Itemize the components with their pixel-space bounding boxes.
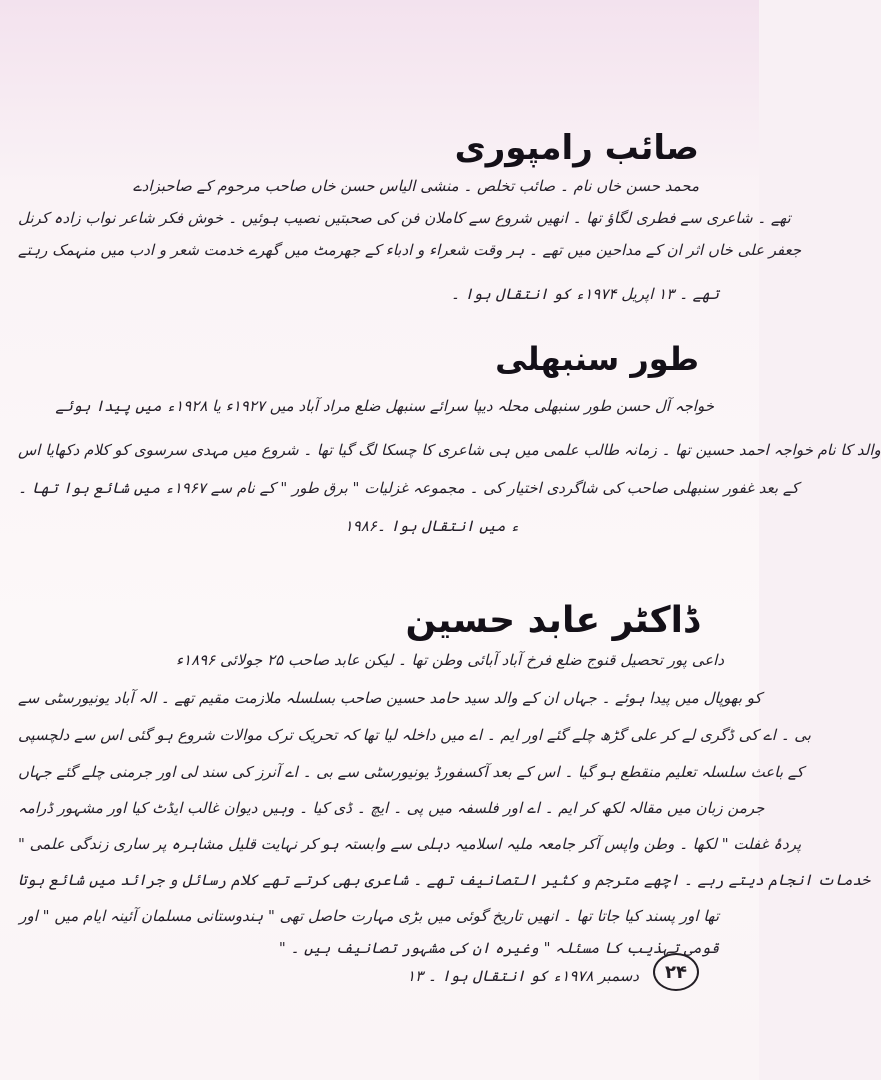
text-line: " قومی تہذیب کا مسئلہ " وغیرہ ان کی مشہور تصانیف ہیں ۔ bbox=[278, 939, 719, 957]
heading-dr-abid-husain: ڈاکٹر عابد حسین bbox=[405, 600, 699, 641]
text-line: تھے ۔ شاعری سے فطری لگاؤ تھا ۔ انھیں شروع سے کاملان فن کی صحبتیں نصیب ہوئیں ۔ خوش فکر شاعر نواب زادہ کرنل bbox=[18, 209, 791, 227]
text-line: جرمن زبان میں مقالہ لکھ کر ایم ۔ اے اور فلسفہ میں پی ۔ ایچ ۔ ڈی کیا ۔ وہیں دیوان غالب ایڈٹ کیا اور مشہور ڈرامہ bbox=[18, 799, 765, 817]
text-line: ۱۳ دسمبر ۱۹۷۸ء کو انتقال ہوا ۔ bbox=[407, 967, 639, 985]
text-line: خدمات انجام دیتے رہے ۔ اچھے مترجم و کثیر التصانیف تھے ۔ شاعری بھی کرتے تھے کلام رسائل و جرائد میں شائع ہوتا bbox=[18, 871, 870, 889]
heading-toor-sambhli: طور سنبھلی bbox=[495, 340, 699, 378]
text-line: کو بھوپال میں پیدا ہوئے ۔ جہاں ان کے والد سید حامد حسین صاحب بسلسلہ ملازمت مقیم تھے ۔ الہ آباد یونیورسٹی سے bbox=[18, 689, 762, 707]
text-line: کے باعث سلسلہ تعلیم منقطع ہو گیا ۔ اس کے بعد آکسفورڈ یونیورسٹی سے بی ۔ اے آنرز کی سند لی اور جرمنی چلے گئے جہاں bbox=[18, 763, 804, 781]
text-line: " پردۂ غفلت " لکھا ۔ وطن واپس آکر جامعہ ملیہ اسلامیہ دہلی سے وابستہ ہو کر نہایت قلیل مشاہرہ پر ساری زندگی علمی bbox=[18, 835, 802, 853]
text-line: ۱۹۸۶ء میں انتقال ہوا ۔ bbox=[344, 517, 519, 535]
heading-saib-rampuri: صائب رامپوری bbox=[454, 128, 699, 168]
text-line: بی ۔ اے کی ڈگری لے کر علی گڑھ چلے گئے اور ایم ۔ اے میں داخلہ لیا تھا کہ تحریک ترک موالات شروع ہو گئی اس سے دلچسپی bbox=[18, 726, 811, 744]
text-line: جعفر علی خاں اثر ان کے مداحین میں تھے ۔ ہر وقت شعراء و ادباء کے جھرمٹ میں گھرے خدمت شعر و ادب میں منہمک رہتے bbox=[18, 241, 802, 259]
page-number: ۲۴ bbox=[653, 953, 699, 991]
text-line: تھے ۔ ۱۳ اپریل ۱۹۷۴ء کو انتقال ہوا ۔ bbox=[450, 285, 719, 303]
text-line: محمد حسن خاں نام ۔ صائب تخلص ۔ منشی الیاس حسن خاں صاحب مرحوم کے صاحبزادے bbox=[132, 177, 699, 195]
text-line: داعی پور تحصیل قنوج ضلع فرخ آباد آبائی وطن تھا ۔ لیکن عابد صاحب ۲۵ جولائی ۱۸۹۶ء bbox=[175, 651, 724, 669]
text-line: خواجہ آل حسن طور سنبھلی محلہ دیپا سرائے سنبھل ضلع مراد آباد میں ۱۹۲۷ء یا ۱۹۲۸ء میں پیدا ہوئے bbox=[55, 397, 714, 415]
text-line: کے بعد غفور سنبھلی صاحب کی شاگردی اختیار کی ۔ مجموعہ غزلیات " برق طور " کے نام سے ۱۹۶۷ء میں شائع ہوا تھا ۔ bbox=[18, 479, 799, 497]
text-line: تھا اور پسند کیا جاتا تھا ۔ انھیں تاریخ گوئی میں بڑی مہارت حاصل تھی " ہندوستانی مسلمان آئینہ ایام میں " اور bbox=[19, 907, 719, 925]
text-line: والد کا نام خواجہ احمد حسین تھا ۔ زمانہ طالب علمی میں ہی شاعری کا چسکا لگ گیا تھا ۔ شروع میں مہدی سرسوی کو کلام دکھایا اس bbox=[18, 441, 881, 459]
